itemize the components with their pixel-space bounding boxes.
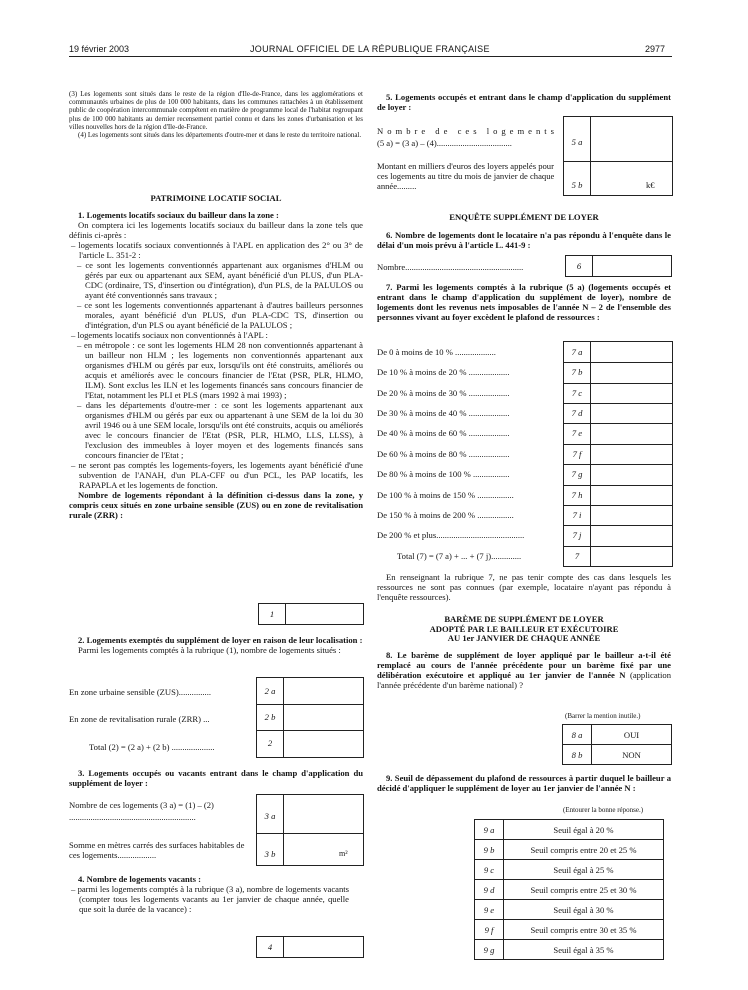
q1-count: Nombre de logements répondant à la définition ci-dessus dans la zone, y compris ceux situés en zone urbaine sensible (ZUS) ou en zone de revitalisation rurale (ZRR) : (69, 490, 363, 520)
q7-row-label: De 10 % à moins de 20 % ................... (377, 367, 510, 378)
q9-option-code: 9 g (475, 940, 504, 960)
q7-title: 7. Parmi les logements comptés à la rubrique (5 a) (logements occupés et entrant dans le champ d'application du supplément de loyer), nombre de logements dont les revenus nets imposables de l'année N – 2 de l'ensemble des personnes vivant au foyer excèdent le plafond de ressources : (377, 282, 671, 322)
q4-text: – parmi les logements comptés à la rubrique (3 a), nombre de logements vacants (compter tous les logements vacants au 1er janvier de chaque année, quelle que soit la durée de la vacance) : (71, 884, 349, 914)
q9-option-label[interactable]: Seuil compris entre 25 et 30 % (504, 880, 664, 900)
q8-option-row[interactable] (563, 725, 672, 745)
q7-row-label: De 100 % à moins de 150 % ................. (377, 489, 514, 500)
bareme-title-2: ADOPTÉ PAR LE BAILLEUR ET EXÉCUTOIRE (429, 623, 619, 634)
q9-option-row[interactable] (475, 920, 664, 940)
q3-surf-label: Somme en mètres carrés des surfaces habitables de ces logements.................. (69, 840, 245, 860)
q7-row-code: 7 b (571, 367, 583, 378)
q2a-code: 2 a (264, 686, 276, 696)
box-4[interactable] (256, 936, 364, 958)
q8-option-code: 8 b (563, 745, 592, 765)
q1-item1: – logements locatifs sociaux conventionnés à l'APL en application des 2° ou 3° de l'article L. 351-2 : (71, 240, 363, 260)
q1-item1a: – ce sont les logements conventionnés appartenant aux organismes d'HLM ou gérés par eux ou appartenant aux SEM, ayant bénéficié d'un PLUS, d'un PLA-CDC (ordinaire, TS, d'insertion ou d'intégration), d'un PLS, de la PALULOS ou ayant été conventionnés sans travaux ; (77, 260, 363, 300)
q7-row-divider (564, 464, 672, 465)
q9-option-code: 9 d (475, 880, 504, 900)
q8-option-label[interactable]: NON (592, 745, 672, 765)
q7-note: En renseignant la rubrique 7, ne pas tenir compte des cas dans lesquels les ressources ne sont pas connues (par exemple, locataire n'ayant pas répondu à l'enquête ressources). (377, 572, 671, 602)
q9-option-code: 9 c (475, 860, 504, 880)
journal-title: JOURNAL OFFICIEL DE LA RÉPUBLIQUE FRANÇAISE (250, 44, 490, 54)
q7-row-divider (564, 403, 672, 404)
q3-unit: m² (339, 849, 348, 858)
q5-unit: k€ (646, 180, 655, 190)
q7-row-code: 7 c (571, 387, 583, 398)
q6-label: Nombre....................................................... (377, 262, 524, 272)
q9-option-code: 9 a (475, 820, 504, 840)
q9-title: 9. Seuil de dépassement du plafond de ressources à partir duquel le bailleur a décidé d'appliquer le supplément de loyer au 1er janvier de l'année N : (377, 773, 671, 793)
q7-row-label: De 150 % à moins de 200 % ................. (377, 509, 514, 520)
q9-option-label[interactable]: Seuil égal à 25 % (504, 860, 664, 880)
q8-rest: (application l'année précédente d'un barème national) ? (377, 670, 671, 690)
q6-title: 6. Nombre de logements dont le locataire n'a pas répondu à l'enquête dans le délai d'un mois prévu à l'article L. 441-9 : (377, 230, 671, 250)
q7-row-label: De 40 % à moins de 60 % ................... (377, 428, 510, 439)
q2-intro: Parmi les logements comptés à la rubrique (1), nombre de logements situés : (78, 645, 341, 655)
bareme-title-3: AU 1er JANVIER DE CHAQUE ANNÉE (447, 633, 601, 643)
q8-title: 8. Le barème de supplément de loyer appliqué par le bailleur a-t-il été remplacé au cours de l'année précédente pour un barème fixé par une délibération exécutoire et appliqué au 1er janvier de l'année N (377, 650, 671, 680)
q2-grid[interactable] (256, 677, 364, 758)
q7-row-divider (564, 423, 672, 424)
q9-option-row[interactable] (475, 900, 664, 920)
bareme-title (377, 615, 671, 644)
q8-hint: (Barrer la mention inutile.) (565, 712, 641, 720)
q2-title: 2. Logements exemptés du supplément de loyer en raison de leur localisation : (78, 635, 363, 645)
q2-total-label: Total (2) = (2 a) + (2 b) .................... (89, 742, 215, 752)
q3b-code: 3 b (264, 849, 276, 859)
q2-zrr-label: En zone de revitalisation rurale (ZRR) ... (69, 714, 210, 724)
q9-option-row[interactable] (475, 820, 664, 840)
q7-row-code: 7 f (572, 448, 582, 459)
q7-row-code: 7 j (572, 530, 582, 541)
q3-grid[interactable] (256, 794, 364, 866)
q9-option-row[interactable] (475, 940, 664, 960)
q7-grid[interactable] (563, 341, 673, 567)
bareme-title-1: BARÈME DE SUPPLÉMENT DE LOYER (444, 614, 604, 624)
q7-row-divider (564, 525, 672, 526)
q1-item1b: – ce sont les logements conventionnés appartenant à d'autres bailleurs personnes morales, ayant bénéficié d'un PLUS, d'un PLA-CDC TS, d'insertion ou d'intégration, d'un PLS ou ayant bénéficié de la PALULOS ; (77, 300, 363, 330)
q7-row-divider (564, 505, 672, 506)
q7-row-code: 7 g (571, 469, 583, 480)
q9-option-row[interactable] (475, 840, 664, 860)
q2-block (69, 635, 363, 655)
q4-block (69, 874, 349, 914)
q7-row-divider (564, 485, 672, 486)
left-column (69, 62, 363, 139)
q7-row-code: 7 d (571, 408, 583, 419)
q9-option-label[interactable]: Seuil égal à 20 % (504, 820, 664, 840)
q7-row-divider (564, 546, 672, 547)
box-1[interactable] (258, 603, 364, 625)
q5-count-label: Nombre de ces logements (377, 126, 559, 136)
q2b-code: 2 b (264, 712, 276, 722)
q9-option-code: 9 e (475, 900, 504, 920)
q7-row-divider (564, 383, 672, 384)
q7-row-code: 7 i (572, 509, 582, 520)
survey-title: ENQUÊTE SUPPLÉMENT DE LOYER (449, 212, 599, 222)
q7-row-divider (564, 362, 672, 363)
q5-amount-label: Montant en milliers d'euros des loyers appelés pour ces logements au titre du mois de janvier de chaque année......... (377, 161, 555, 191)
q7-row-code: 7 a (571, 347, 583, 357)
q1-item2: – logements locatifs sociaux non conventionnés à l'APL : (71, 330, 268, 340)
q5-formula: (5 a) = (3 a) – (4)................................... (377, 138, 512, 148)
q7-row-label: De 0 à moins de 10 % ................... (377, 347, 496, 357)
section-title: PATRIMOINE LOCATIF SOCIAL (150, 193, 282, 203)
header-rule (69, 56, 672, 57)
q3-title: 3. Logements occupés ou vacants entrant dans le champ d'application du supplément de loyer : (69, 768, 363, 788)
q1-title: 1. Logements locatifs sociaux du bailleur dans la zone : (78, 210, 279, 220)
q9-option-label[interactable]: Seuil compris entre 30 et 35 % (504, 920, 664, 940)
q1-item3: – ne seront pas comptés les logements-foyers, les logements ayant bénéficié d'une subvention de l'ANAH, d'un PLA-CFF ou d'un PCL, les PAP locatifs, les RAPAPLA et les logements de fonction. (71, 460, 363, 490)
q9-option-label[interactable]: Seuil compris entre 20 et 25 % (504, 840, 664, 860)
q8-block (377, 650, 671, 690)
q9-table (474, 819, 664, 960)
q5-title: 5. Logements occupés et entrant dans le champ d'application du supplément de loyer : (377, 92, 671, 112)
footnote-4: (4) Les logements sont situés dans les départements d'outre-mer et dans le reste du territoire national. (78, 131, 362, 140)
q7-row-code: 7 h (571, 489, 583, 500)
q3-dots: ........................................................... (69, 812, 196, 822)
q7-row-divider (564, 444, 672, 445)
q7-row-label: De 20 % à moins de 30 % ................... (377, 387, 510, 398)
q7-row-label: De 80 % à moins de 100 % ................. (377, 469, 510, 480)
q1-item2a: – en métropole : ce sont les logements HLM 28 non conventionnés appartenant à un bailleur non HLM ; les logements non conventionnés appartenant aux organismes d'HLM ou gérés par eux, lorsqu'ils ont été construits, améliorés ou acquis et améliorés avec le concours financier de l'Etat (PSR, PLR, HLMO, ILM). Sont exclus les ILN et les logements financés sans concours financier de l'Etat, notamment les PLI et PLS (mars 1992 à mai 1993) ; (77, 340, 363, 400)
q7-row-label: De 60 % à moins de 80 % ................... (377, 448, 510, 459)
q1-intro: On comptera ici les logements locatifs sociaux du bailleur dans la zone tels que définis ci-après : (69, 220, 363, 240)
q5a-code: 5 a (571, 137, 583, 147)
box-6-code: 6 (566, 256, 593, 276)
q1-item2b: – dans les départements d'outre-mer : ce sont les logements appartenant aux organismes d'HLM ou gérés par eux ou appartenant à une SEM de la loi du 30 avril 1946 ou à une SEM locale, lorsqu'ils ont été construits, acquis ou améliorés avec le concours financier de l'Etat (PSR, PLR, HLMO, LLS, LLSS), à l'exclusion des immeubles à loyer moyen et des logements financés sans concours financier de l'Etat ; (77, 400, 363, 460)
q5-grid[interactable] (563, 116, 673, 196)
q2-code: 2 (267, 738, 273, 748)
q2-zus-label: En zone urbaine sensible (ZUS)............... (69, 687, 212, 697)
q9-option-row[interactable] (475, 860, 664, 880)
q8-option-label[interactable]: OUI (592, 725, 672, 745)
q7-row-label: De 30 % à moins de 40 % ................... (377, 408, 510, 419)
q9-option-label[interactable]: Seuil égal à 35 % (504, 940, 664, 960)
box-6[interactable] (565, 255, 672, 277)
q9-option-row[interactable] (475, 880, 664, 900)
footnote-3: (3) Les logements sont situés dans le reste de la région d'Ile-de-France, dans les agglomérations et communautés urbaines de plus de 100 000 habitants, dans les communes rattachées à un établissement public de coopération intercommunale compétent en matière de programme local de l'habitat regroupant plus de 100 000 habitants au dernier recensement partiel connu et dans les zones d'urbanisation et les villes nouvelles hors de la région d'Ile-de-France. (69, 90, 363, 131)
box-4-code: 4 (257, 937, 284, 957)
q1-block (69, 210, 363, 520)
q9-option-label[interactable]: Seuil égal à 30 % (504, 900, 664, 920)
q8-table (562, 724, 672, 765)
q9-option-code: 9 f (475, 920, 504, 940)
q8-option-row[interactable] (563, 745, 672, 765)
q8-option-code: 8 a (563, 725, 592, 745)
q7-row-label: Total (7) = (7 a) + ... + (7 j).............. (397, 550, 522, 561)
q7-row-code: 7 e (571, 428, 583, 439)
q5b-code: 5 b (571, 180, 583, 190)
q3a-code: 3 a (264, 811, 276, 821)
q9-option-code: 9 b (475, 840, 504, 860)
q7-row-code: 7 (574, 550, 580, 561)
q9-hint: (Entourer la bonne réponse.) (563, 806, 644, 814)
q3-count-label: Nombre de ces logements (3 a) = (1) – (2) (69, 800, 214, 810)
q4-title: 4. Nombre de logements vacants : (78, 874, 202, 884)
q7-row-label: De 200 % et plus......................................... (377, 530, 525, 541)
q7-column-divider (590, 342, 591, 566)
box-1-code: 1 (259, 604, 286, 624)
page-number: 2977 (645, 44, 666, 54)
header-date: 19 février 2003 (69, 44, 130, 54)
